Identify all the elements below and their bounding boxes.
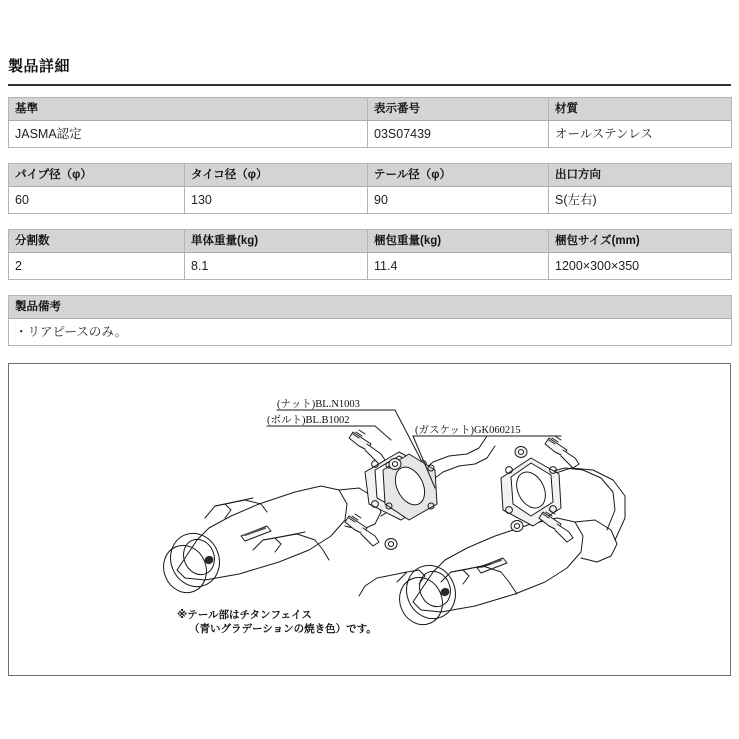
tail-note-line-1: ※テール部はチタンフェイス [177,609,312,621]
col-header-split-count: 分割数 [9,230,185,253]
cell-pipe-diameter-value: 60 [9,187,185,214]
col-header-standard: 基準 [9,98,368,121]
product-diagram-panel [8,363,731,676]
col-header-package-size: 梱包サイズ(mm) [549,230,732,253]
col-header-pipe-diameter: パイプ径（φ） [9,164,185,187]
col-header-unit-weight: 単体重量(kg) [185,230,368,253]
table-row-header [9,164,732,187]
label-nut: (ナット)BL.N1003 [277,399,360,410]
col-header-outlet-direction: 出口方向 [549,164,732,187]
col-header-tail-diameter: テール径（φ） [368,164,549,187]
left-nut-upper [389,459,401,470]
cell-drum-diameter-value: 130 [185,187,368,214]
label-bolt: (ボルト)BL.B1002 [267,415,350,426]
cell-split-count-value: 2 [9,253,185,280]
col-header-remarks: 製品備考 [9,296,732,319]
right-nut-lower [511,521,523,532]
table-row-header [9,296,732,319]
col-header-material: 材質 [549,98,732,121]
left-muffler-illustration [157,430,495,599]
spec-table-weight [8,229,732,280]
left-bolt-lower [345,514,379,546]
cell-material-value: オールステンレス [549,121,732,148]
cell-package-weight-value: 11.4 [368,253,549,280]
tail-note-line-2: （青いグラデーションの焼き色）です。 [189,623,377,635]
left-bolt-upper [349,430,385,464]
spec-table-dimensions [8,163,732,214]
cell-remarks-value: ・リアピースのみ。 [9,319,732,346]
table-row [9,187,732,214]
label-gasket: (ガスケット)GK060215 [415,425,521,436]
col-header-drum-diameter: タイコ径（φ） [185,164,368,187]
col-header-package-weight: 梱包重量(kg) [368,230,549,253]
table-row-header [9,230,732,253]
left-nut-lower [385,539,397,550]
cell-unit-weight-value: 8.1 [185,253,368,280]
heading-divider [8,84,731,86]
cell-standard-value: JASMA認定 [9,121,368,148]
cell-package-size-value: 1200×300×350 [549,253,732,280]
cell-tail-diameter-value: 90 [368,187,549,214]
table-row-header [9,98,732,121]
leader-line-bolt [375,426,391,440]
right-bolt-lower [539,510,573,542]
right-nut-upper [515,447,527,458]
right-bolt-upper [545,436,579,468]
table-row [9,253,732,280]
spec-table-standard [8,97,732,148]
spec-table-remarks [8,295,732,346]
page-title: 製品詳細 [8,58,71,75]
exhaust-system-diagram [9,364,730,675]
table-row [9,121,732,148]
col-header-display-number: 表示番号 [368,98,549,121]
cell-outlet-direction-value: S(左右) [549,187,732,214]
table-row [9,319,732,346]
cell-display-number-value: 03S07439 [368,121,549,148]
